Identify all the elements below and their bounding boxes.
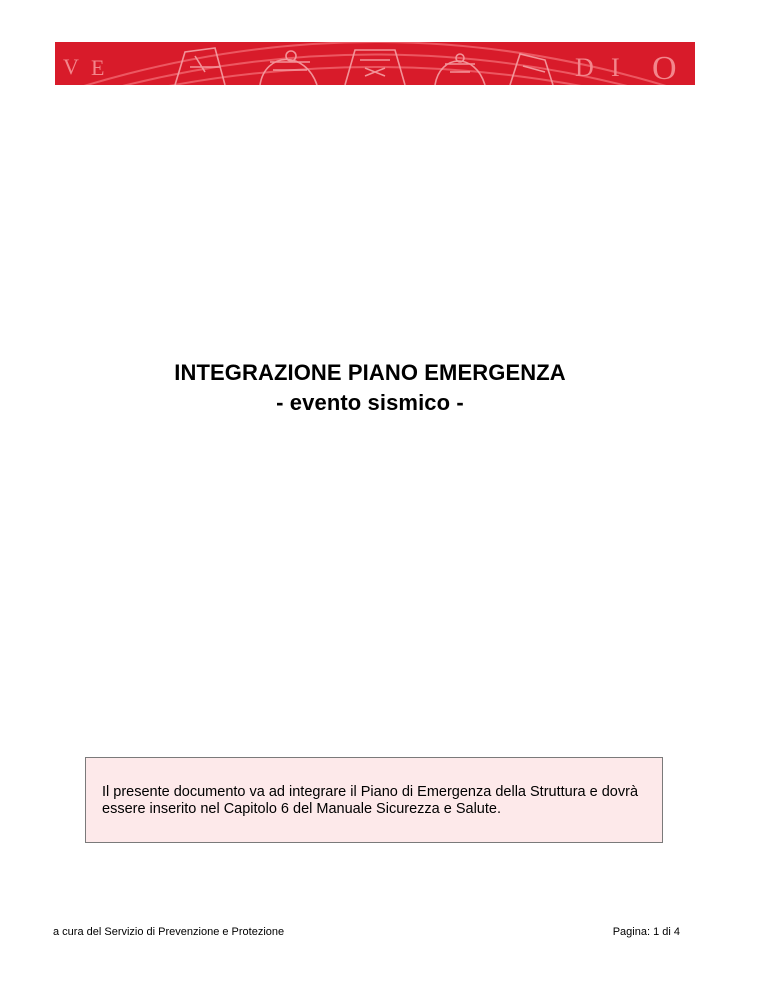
seal-letter: D bbox=[575, 53, 594, 82]
title-main: INTEGRAZIONE PIANO EMERGENZA bbox=[174, 360, 566, 385]
title-subtitle: - evento sismico - bbox=[276, 390, 464, 415]
notice-box bbox=[85, 757, 663, 843]
notice-text: Il presente documento va ad integrare il Piano di Emergenza della Struttura e dovrà essere inserito nel Capitolo 6 del Manuale Sicurezza e Salute. bbox=[102, 784, 639, 817]
page-number: Pagina: 1 di 4 bbox=[612, 926, 680, 938]
seal-letter: O bbox=[652, 50, 677, 85]
seal-letter: E bbox=[91, 55, 105, 80]
footer-author: a cura del Servizio di Prevenzione e Protezione bbox=[53, 926, 285, 938]
seal-banner-graphic bbox=[55, 42, 695, 85]
document-title bbox=[0, 358, 740, 418]
seal-letter: I bbox=[611, 53, 620, 82]
university-seal-banner bbox=[55, 42, 695, 85]
seal-letter: V bbox=[63, 54, 79, 79]
